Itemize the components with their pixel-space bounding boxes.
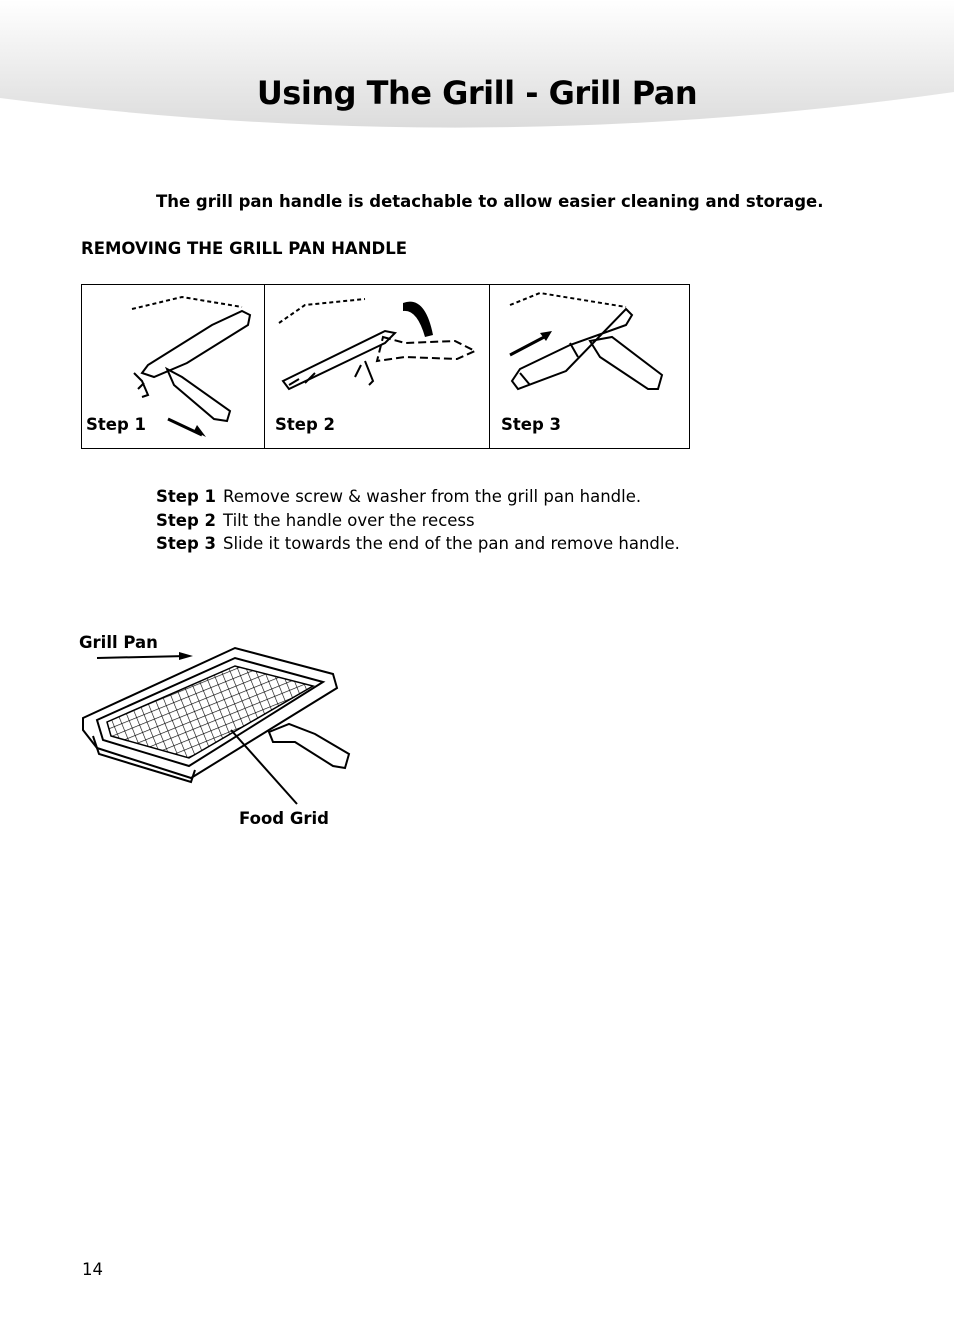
- instruction-text: Slide it towards the end of the pan and remove handle.: [223, 534, 680, 553]
- instruction-item: [156, 532, 680, 556]
- step-1-panel: [82, 285, 265, 448]
- steps-figure: [81, 284, 690, 449]
- instruction-text: Tilt the handle over the recess: [223, 510, 475, 530]
- instructions-list: [156, 485, 680, 556]
- step-1-label: Step 1: [86, 415, 146, 434]
- food-grid-callout: Food Grid: [239, 809, 329, 828]
- instruction-text: Remove screw & washer from the grill pan handle.: [223, 487, 642, 506]
- step-3-label: Step 3: [501, 415, 561, 434]
- instruction-item: [156, 485, 680, 509]
- instruction-step-label: Step 2: [156, 510, 216, 530]
- step-2-panel: [265, 285, 490, 448]
- instruction-step-label: Step 1: [156, 487, 216, 506]
- instruction-step-label: Step 3: [156, 534, 216, 553]
- step-2-label: Step 2: [275, 415, 335, 434]
- section-heading: REMOVING THE GRILL PAN HANDLE: [81, 239, 407, 258]
- instruction-item: [156, 509, 680, 533]
- page-number: 14: [82, 1260, 103, 1279]
- page-title: Using The Grill - Grill Pan: [256, 74, 698, 112]
- grill-pan-callout: Grill Pan: [79, 633, 158, 652]
- header-band: [0, 0, 954, 140]
- step-3-panel: [490, 285, 689, 448]
- intro-text: The grill pan handle is detachable to allow easier cleaning and storage.: [156, 192, 824, 211]
